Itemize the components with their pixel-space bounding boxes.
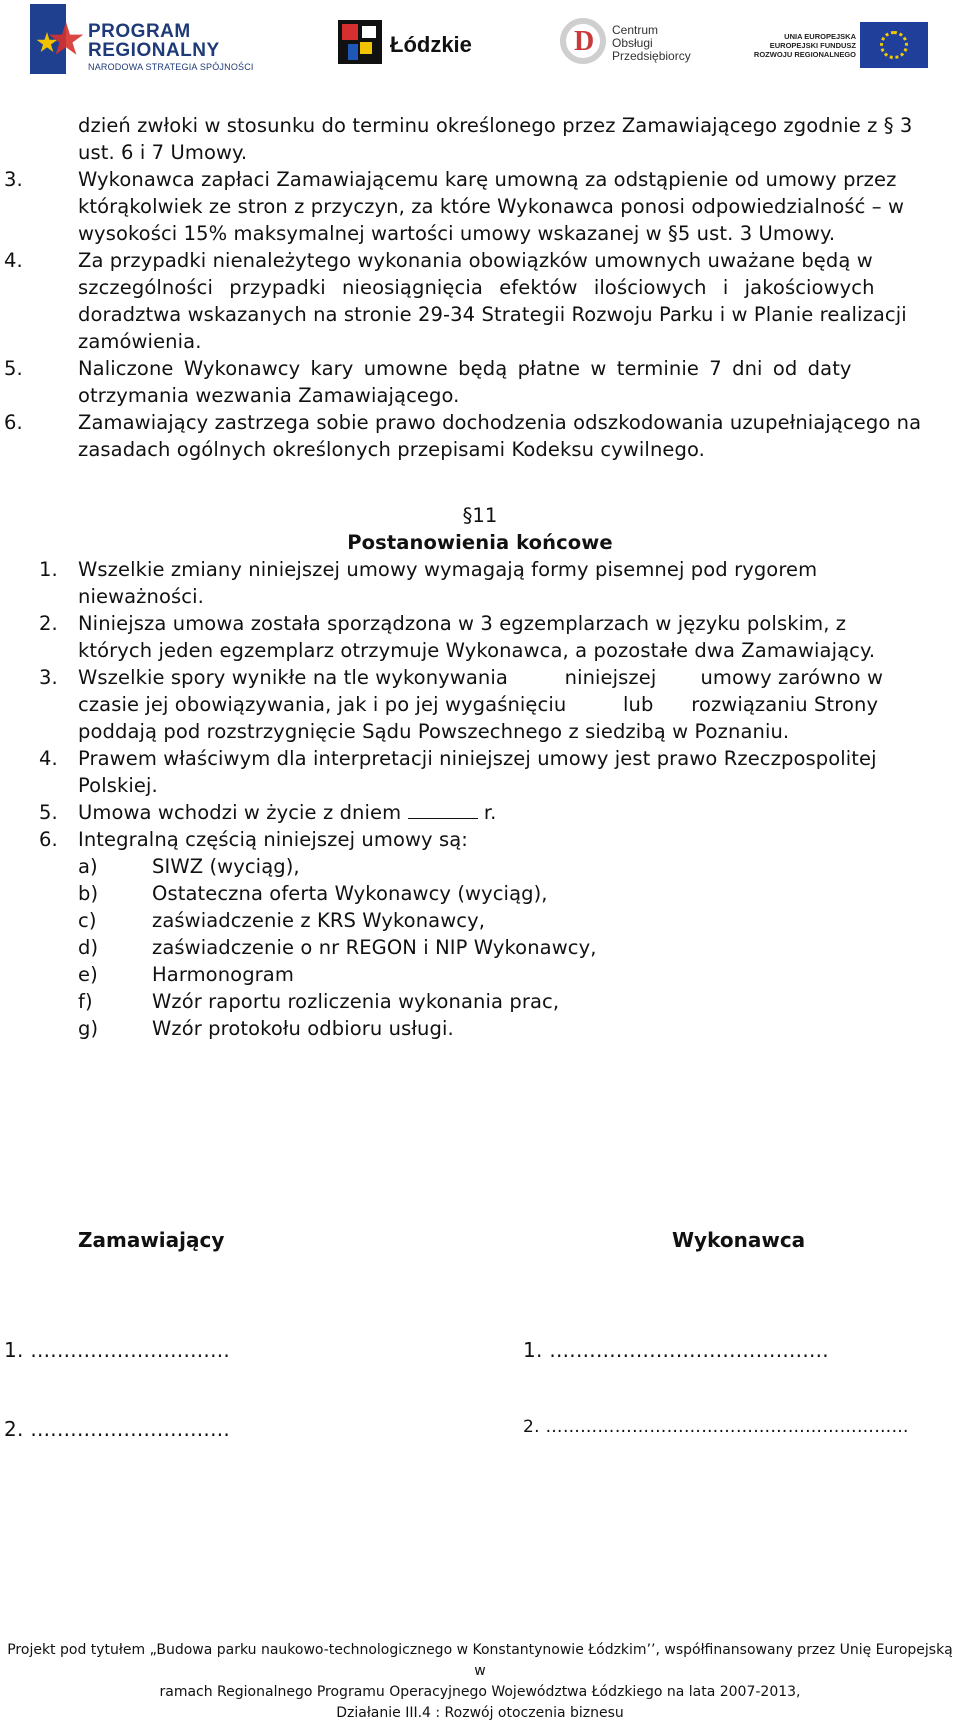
item-line: wysokości 15% maksymalnej wartości umowy wskazanej w §5 ust. 3 Umowy. (78, 222, 836, 245)
footer-line1: Projekt pod tytułem „Budowa parku naukowo-technologicznego w Konstantynowie Łódzkim’’, współfinansowany przez Unię Europejską w (7, 1642, 953, 1679)
item-line: Niniejsza umowa została sporządzona w 3 egzemplarzach w języku polskim, z (78, 612, 847, 635)
attachment-text: Harmonogram (152, 963, 294, 986)
footer-line2: ramach Regionalnego Programu Operacyjnego Województwa Łódzkiego na lata 2007-2013, (159, 1684, 801, 1700)
footer-line3: Działanie III.4 : Rozwój otoczenia biznesu (336, 1705, 624, 1721)
item-line: Wszelkie zmiany niniejszej umowy wymagają formy pisemnej pod rygorem (78, 558, 818, 581)
program-logo-line2: REGIONALNY (88, 40, 220, 61)
centrum-line1: Centrum (612, 23, 659, 37)
signature-line-left-2: 2. .............................. (4, 1417, 231, 1441)
program-logo-line3: NARODOWA STRATEGIA SPÓJNOŚCI (88, 62, 254, 72)
signature-title-wykonawca: Wykonawca (672, 1228, 806, 1252)
item-number: 3. (39, 666, 58, 689)
lodzkie-logo-text: Łódzkie (390, 32, 472, 57)
signature-line-left-1: 1. .............................. (4, 1338, 231, 1362)
item-line: Za przypadki nienależytego wykonania obowiązków umownych uważane będą w (78, 249, 873, 272)
program-regionalny-logo (30, 4, 260, 76)
item-line: Naliczone Wykonawcy kary umowne będą płatne w terminie 7 dni od daty (78, 357, 852, 380)
item-line: Wszelkie spory wynikłe na tle wykonywania niniejszej umowy zarówno w (78, 666, 884, 689)
item-number: 4. (4, 249, 23, 272)
attachment-text: Wzór protokołu odbioru usługi. (152, 1017, 454, 1040)
page-footer (0, 1640, 960, 1724)
signature-title-zamawiajacy: Zamawiający (78, 1228, 225, 1252)
effective-date-text: Umowa wchodzi w życie z dniem (78, 801, 408, 824)
eu-line3: ROZWOJU REGIONALNEGO (753, 50, 856, 59)
item-line: Zamawiający zastrzega sobie prawo dochodzenia odszkodowania uzupełniającego na (78, 411, 922, 434)
attachment-letter: e) (78, 963, 98, 986)
attachment-text: SIWZ (wyciąg), (152, 855, 300, 878)
item-line: Integralną częścią niniejszej umowy są: (78, 828, 468, 851)
item-line: Wykonawca zapłaci Zamawiającemu karę umowną za odstąpienie od umowy przez (78, 168, 897, 191)
attachment-letter: d) (78, 936, 99, 959)
attachment-text: zaświadczenie o nr REGON i NIP Wykonawcy, (152, 936, 597, 959)
effective-date-blank (408, 800, 478, 819)
attachment-letter: g) (78, 1017, 99, 1040)
item-number: 3. (4, 168, 23, 191)
attachment-letter: b) (78, 882, 99, 905)
item-line: Polskiej. (78, 774, 158, 797)
eu-line2: EUROPEJSKI FUNDUSZ (769, 41, 856, 50)
item-line: nieważności. (78, 585, 204, 608)
item-number: 5. (39, 801, 58, 824)
item-line: szczególności przypadki nieosiągnięcia efektów ilościowych i jakościowych (78, 276, 875, 299)
item-number: 1. (39, 558, 58, 581)
program-logo-line1: PROGRAM (88, 21, 191, 42)
section-number: §11 (462, 504, 498, 527)
lodzkie-logo (338, 4, 478, 76)
item-number: 6. (39, 828, 58, 851)
centrum-line3: Przedsiębiorcy (612, 49, 691, 63)
item-line: poddają pod rozstrzygnięcie Sądu Powszechnego z siedzibą w Poznaniu. (78, 720, 790, 743)
signature-line-right-1: 1. .......................................... (523, 1338, 829, 1362)
attachment-letter: a) (78, 855, 98, 878)
eu-line1: UNIA EUROPEJSKA (784, 32, 856, 41)
centrum-line2: Obsługi (612, 36, 653, 50)
attachment-letter: c) (78, 909, 97, 932)
item-number: 5. (4, 357, 23, 380)
section-title: Postanowienia końcowe (347, 531, 613, 554)
item-line: Prawem właściwym dla interpretacji niniejszej umowy jest prawo Rzeczpospolitej (78, 747, 877, 770)
centrum-circle-icon (560, 18, 606, 64)
effective-date-suffix: r. (477, 801, 497, 824)
item-line: którąkolwiek ze stron z przyczyn, za które Wykonawca ponosi odpowiedzialność – w (78, 195, 904, 218)
item-line: doradztwa wskazanych na stronie 29-34 Strategii Rozwoju Parku i w Planie realizacji (78, 303, 907, 326)
item-number: 4. (39, 747, 58, 770)
attachment-text: Ostateczna oferta Wykonawcy (wyciąg), (152, 882, 548, 905)
signature-line-right-2: 2. ……………………………………………………… (523, 1417, 909, 1437)
centrum-obslugi-logo (560, 4, 691, 76)
item-line: których jeden egzemplarz otrzymuje Wykonawca, a pozostałe dwa Zamawiający. (78, 639, 876, 662)
item-line: czasie jej obowiązywania, jak i po jej wygaśnięciu lub rozwiązaniu Strony (78, 693, 879, 716)
item-line: otrzymania wezwania Zamawiającego. (78, 384, 460, 407)
eu-logo (748, 4, 928, 76)
lodzkie-mark-icon (338, 20, 382, 64)
attachment-text: zaświadczenie z KRS Wykonawcy, (152, 909, 486, 932)
attachment-text: Wzór raportu rozliczenia wykonania prac, (152, 990, 560, 1013)
item-line: zamówienia. (78, 330, 202, 353)
continuation-line2: ust. 6 i 7 Umowy. (78, 141, 248, 164)
item-line: zasadach ogólnych określonych przepisami Kodeksu cywilnego. (78, 438, 705, 461)
header-logo-bar (0, 0, 960, 80)
continuation-line1: dzień zwłoki w stosunku do terminu określonego przez Zamawiającego zgodnie z § 3 (78, 114, 913, 137)
item-number: 6. (4, 411, 23, 434)
item-number: 2. (39, 612, 58, 635)
eu-flag-icon (860, 22, 928, 68)
attachment-letter: f) (78, 990, 93, 1013)
